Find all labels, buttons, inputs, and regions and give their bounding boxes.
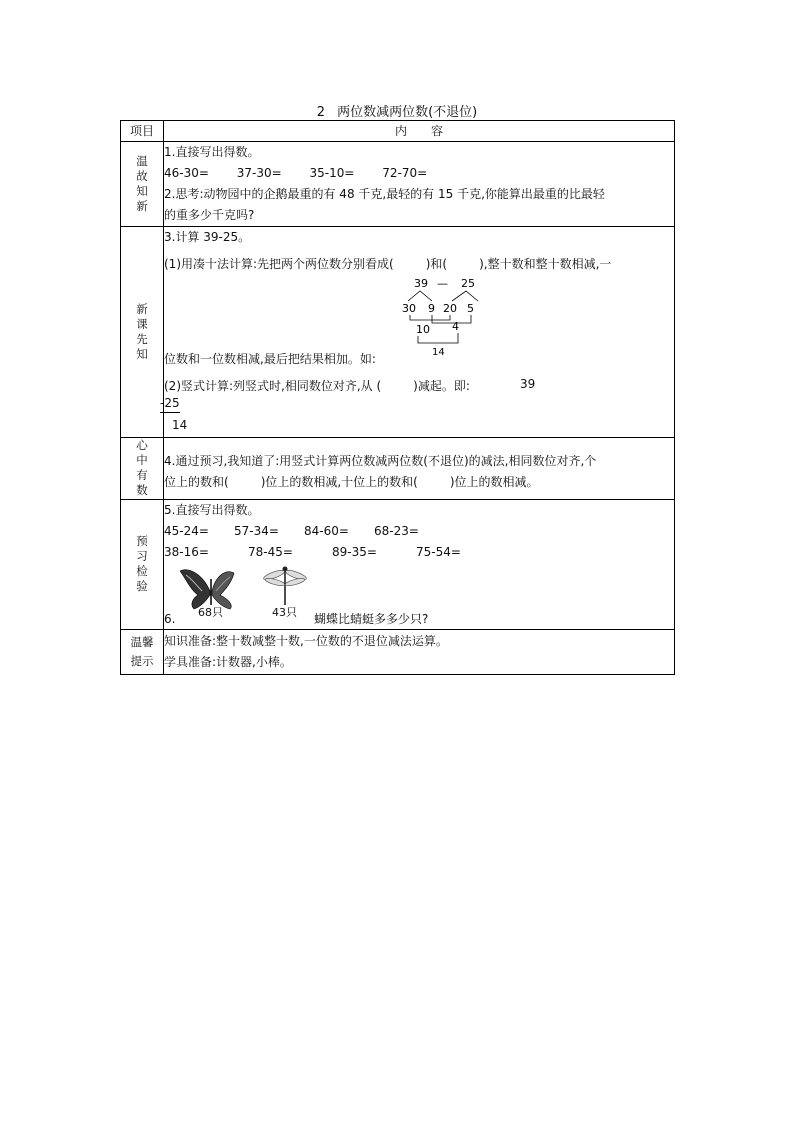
label-know: 心中有数 — [136, 438, 148, 497]
method1-line1 — [164, 254, 674, 275]
q2-line1: 2.思考:动物园中的企鹅最重的有 48 千克,最轻的有 15 千克,你能算出最重的比最轻 — [164, 187, 605, 201]
split-right-lines — [452, 291, 478, 301]
diagram-a: 30 — [402, 302, 416, 315]
q5-expr: 38-16= — [164, 545, 209, 559]
diagram-d: 5 — [467, 302, 474, 315]
q1-expr: 46-30= — [164, 166, 209, 180]
method1-text-c: ),整十数和整十数相减,一 — [479, 257, 612, 271]
row-tips — [121, 630, 675, 675]
method2-text-b: )减起。即: — [413, 379, 470, 393]
vertical-sub: -25 — [160, 395, 180, 413]
tens-bracket — [410, 315, 450, 320]
method2-text-a: (2)竖式计算:列竖式时,相同数位对齐,从 ( — [164, 379, 382, 393]
q3-title: 3.计算 39-25。 — [164, 230, 251, 244]
method1-text-b: )和( — [425, 257, 448, 271]
q4-text-b: )位上的数相减,十位上的数和( — [260, 474, 418, 489]
label-check: 预习检验 — [136, 534, 148, 593]
make-ten-diagram — [164, 275, 674, 357]
dragonfly-icon — [262, 563, 308, 609]
section-title: 两位数减两位数(不退位) — [337, 105, 478, 120]
q1-expr: 35-10= — [309, 166, 355, 180]
diagram-top-right: 25 — [461, 277, 475, 290]
diagram-top-left: 39 — [414, 277, 428, 290]
row-review — [121, 142, 675, 227]
label-new: 新课先知 — [136, 301, 148, 361]
vertical-top: 39 — [520, 377, 536, 391]
q5-expr: 57-34= — [234, 524, 279, 538]
row-know — [121, 438, 675, 500]
label-tips: 温馨提示 — [130, 635, 154, 668]
butterfly-label: 68只 — [198, 606, 223, 619]
q1-expressions — [164, 163, 674, 184]
q5-expr: 75-54= — [416, 545, 461, 559]
page-title — [0, 101, 794, 120]
diagram-result: 14 — [432, 347, 445, 358]
q1-expr: 37-30= — [236, 166, 282, 180]
q6-number: 6. — [164, 612, 176, 626]
q5-title: 5.直接写出得数。 — [164, 503, 260, 517]
q5-expr: 68-23= — [374, 524, 419, 538]
q4-text-c: )位上的数相减。 — [449, 474, 539, 489]
diagram-b: 9 — [428, 302, 435, 315]
q5-expr: 89-35= — [332, 545, 377, 559]
vertical-result: 14 — [172, 418, 188, 432]
q5-expr: 84-60= — [304, 524, 349, 538]
diagram-c: 20 — [443, 302, 457, 315]
diagram-dash: — — [437, 277, 448, 290]
header-project: 项目 — [121, 121, 164, 142]
lesson-table — [120, 120, 675, 675]
diagram-ones: 4 — [452, 320, 459, 333]
q5-expr: 78-45= — [248, 545, 293, 559]
q6-question: 蝴蝶比蜻蜓多多少只? — [314, 612, 429, 626]
method1-text-a: (1)用凑十法计算:先把两个两位数分别看成( — [164, 257, 394, 271]
tips-line2: 学具准备:计数器,小棒。 — [164, 655, 292, 669]
diagram-tens: 10 — [416, 323, 430, 336]
q2-line2: 的重多少千克吗? — [164, 208, 255, 222]
q5-row2 — [164, 542, 674, 563]
label-review: 温故知新 — [136, 153, 148, 213]
q4-text-a: 位上的数和( — [164, 474, 229, 489]
q5-expr: 45-24= — [164, 524, 209, 538]
make-ten-svg — [404, 275, 504, 357]
table-header-row — [121, 121, 675, 142]
q4-line1: 4.通过预习,我知道了:用竖式计算两位数减两位数(不退位)的减法,相同数位对齐,个 — [164, 453, 597, 468]
row-new — [121, 227, 675, 438]
q1-title: 1.直接写出得数。 — [164, 145, 260, 159]
section-number: 2 — [316, 105, 326, 120]
header-content: 内 容 — [164, 121, 675, 142]
q5-row1 — [164, 521, 674, 542]
q6-line — [164, 606, 674, 629]
q1-expr: 72-70= — [382, 166, 428, 180]
butterfly-icon — [176, 565, 246, 611]
tips-line1: 知识准备:整十数减整十数,一位数的不退位减法运算。 — [164, 634, 448, 648]
method2-line — [164, 376, 674, 397]
method1-line2: 位数和一位数相减,最后把结果相加。如: — [164, 352, 376, 366]
dragonfly-label: 43只 — [272, 606, 297, 619]
split-left-lines — [408, 291, 432, 301]
row-check — [121, 500, 675, 630]
q4-line2 — [164, 472, 674, 493]
